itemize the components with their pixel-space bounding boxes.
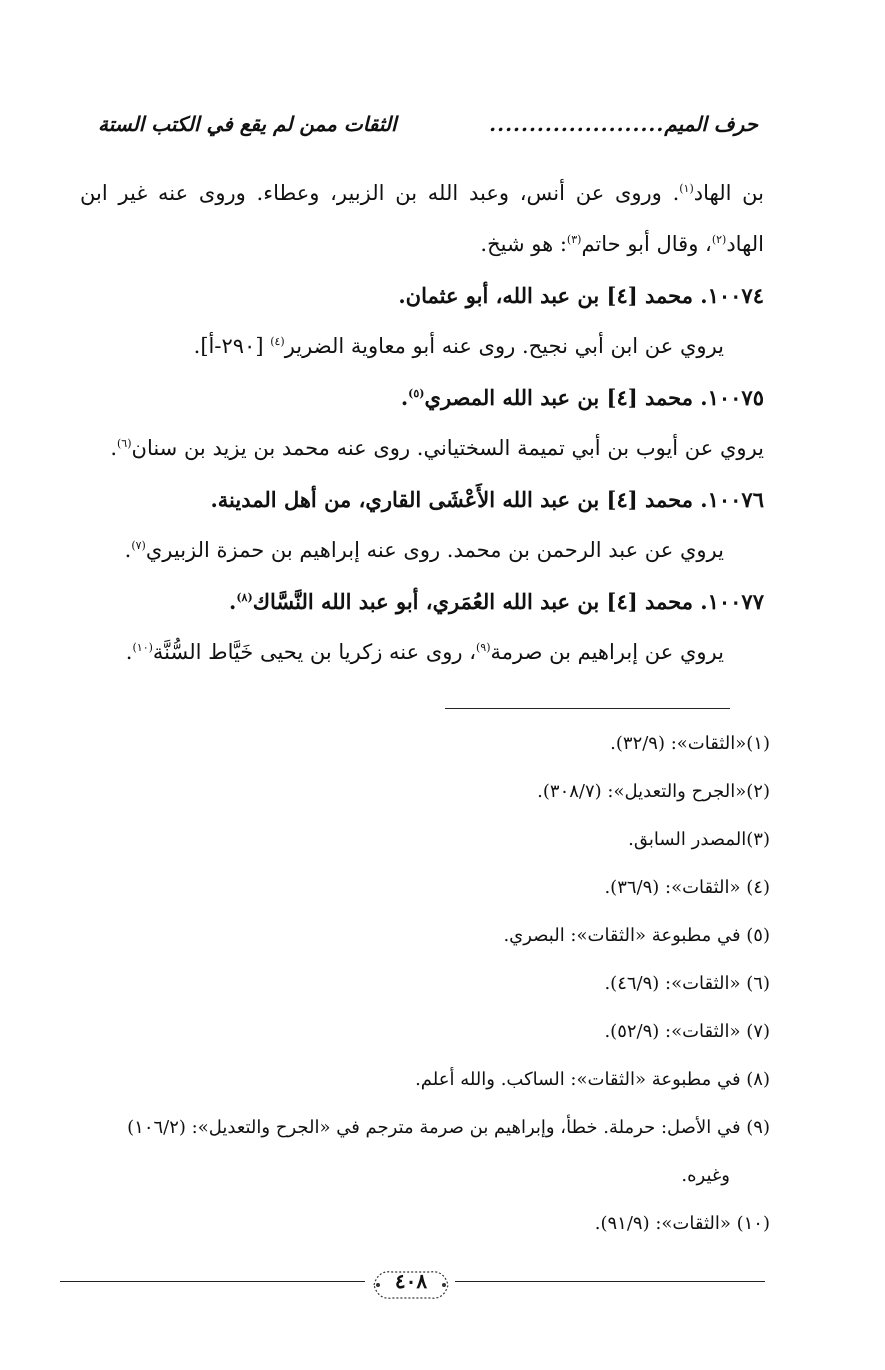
main-text — [80, 168, 764, 678]
footnote-7: (٧) «الثقات»: (٥٢/٩). — [604, 1021, 770, 1042]
entry-heading-10077: ١٠٠٧٧. محمد [٤] بن عبد الله العُمَري، أبو عبد الله النَّسَّاك$^{(٨)}$. — [229, 589, 764, 614]
entry-text-10077: يروي عن إبراهيم بن صرمة$^{(٩)}$، روى عنه زكريا بن يحيى خَيَّاط السُّنَّة$^{(١٠)}$. — [125, 640, 724, 664]
footnote-separator — [445, 708, 730, 709]
footnote-4: (٤) «الثقات»: (٣٦/٩). — [604, 877, 770, 898]
footnote-9: (٩) في الأصل: حرملة. خطأ، وإبراهيم بن صرمة مترجم في «الجرح والتعديل»: (١٠٦/٢) — [127, 1117, 770, 1138]
footer-rule-left — [60, 1281, 365, 1282]
page-number-frame — [368, 1266, 454, 1304]
running-header — [98, 112, 758, 146]
header-book-title: الثقات ممن لم يقع في الكتب الستة — [98, 112, 397, 136]
entry-text-10074: يروي عن ابن أبي نجيح. روى عنه أبو معاوية الضرير$^{(٤)}$ [٢٩٠-أ]. — [193, 334, 724, 358]
footnote-2: (٢)«الجرح والتعديل»: (٣٠٨/٧). — [537, 781, 770, 802]
paragraph-continuation: بن الهاد$^{(١)}$. وروى عن أنس، وعبد الله بن الزبير، وعطاء. وروى عنه غير ابن الهاد$^{(٢)}$، وقال أبو حاتم$^{(٣)}$: هو شيخ. — [80, 181, 764, 256]
entry-text-10075: يروي عن أيوب بن أبي تميمة السختياني. روى عنه محمد بن يزيد بن سنان$^{(٦)}$. — [110, 436, 764, 460]
footnote-10: (١٠) «الثقات»: (٩١/٩). — [594, 1213, 770, 1234]
entry-heading-10076: ١٠٠٧٦. محمد [٤] بن عبد الله الأَعْشَى القاري، من أهل المدينة. — [210, 487, 764, 512]
entry-text-10076: يروي عن عبد الرحمن بن محمد. روى عنه إبراهيم بن حمزة الزبيري$^{(٧)}$. — [124, 538, 724, 562]
footnote-8: (٨) في مطبوعة «الثقات»: الساكب. والله أعلم. — [415, 1069, 770, 1090]
footer-rule-right — [455, 1281, 765, 1282]
footnote-3: (٣)المصدر السابق. — [628, 829, 770, 850]
header-dots: ...................... — [489, 112, 665, 136]
page-number: ٤٠٨ — [394, 1269, 428, 1293]
entry-heading-10074: ١٠٠٧٤. محمد [٤] بن عبد الله، أبو عثمان. — [398, 283, 764, 308]
header-chapter: حرف الميم — [664, 112, 758, 136]
footnote-9-continuation: وغيره. — [681, 1165, 730, 1186]
footnote-5: (٥) في مطبوعة «الثقات»: البصري. — [503, 925, 770, 946]
entry-heading-10075: ١٠٠٧٥. محمد [٤] بن عبد الله المصري$^{(٥)}$. — [400, 385, 764, 410]
footnote-6: (٦) «الثقات»: (٤٦/٩). — [604, 973, 770, 994]
footnotes — [80, 720, 770, 1248]
footnote-1: (١)«الثقات»: (٣٢/٩). — [610, 733, 770, 754]
